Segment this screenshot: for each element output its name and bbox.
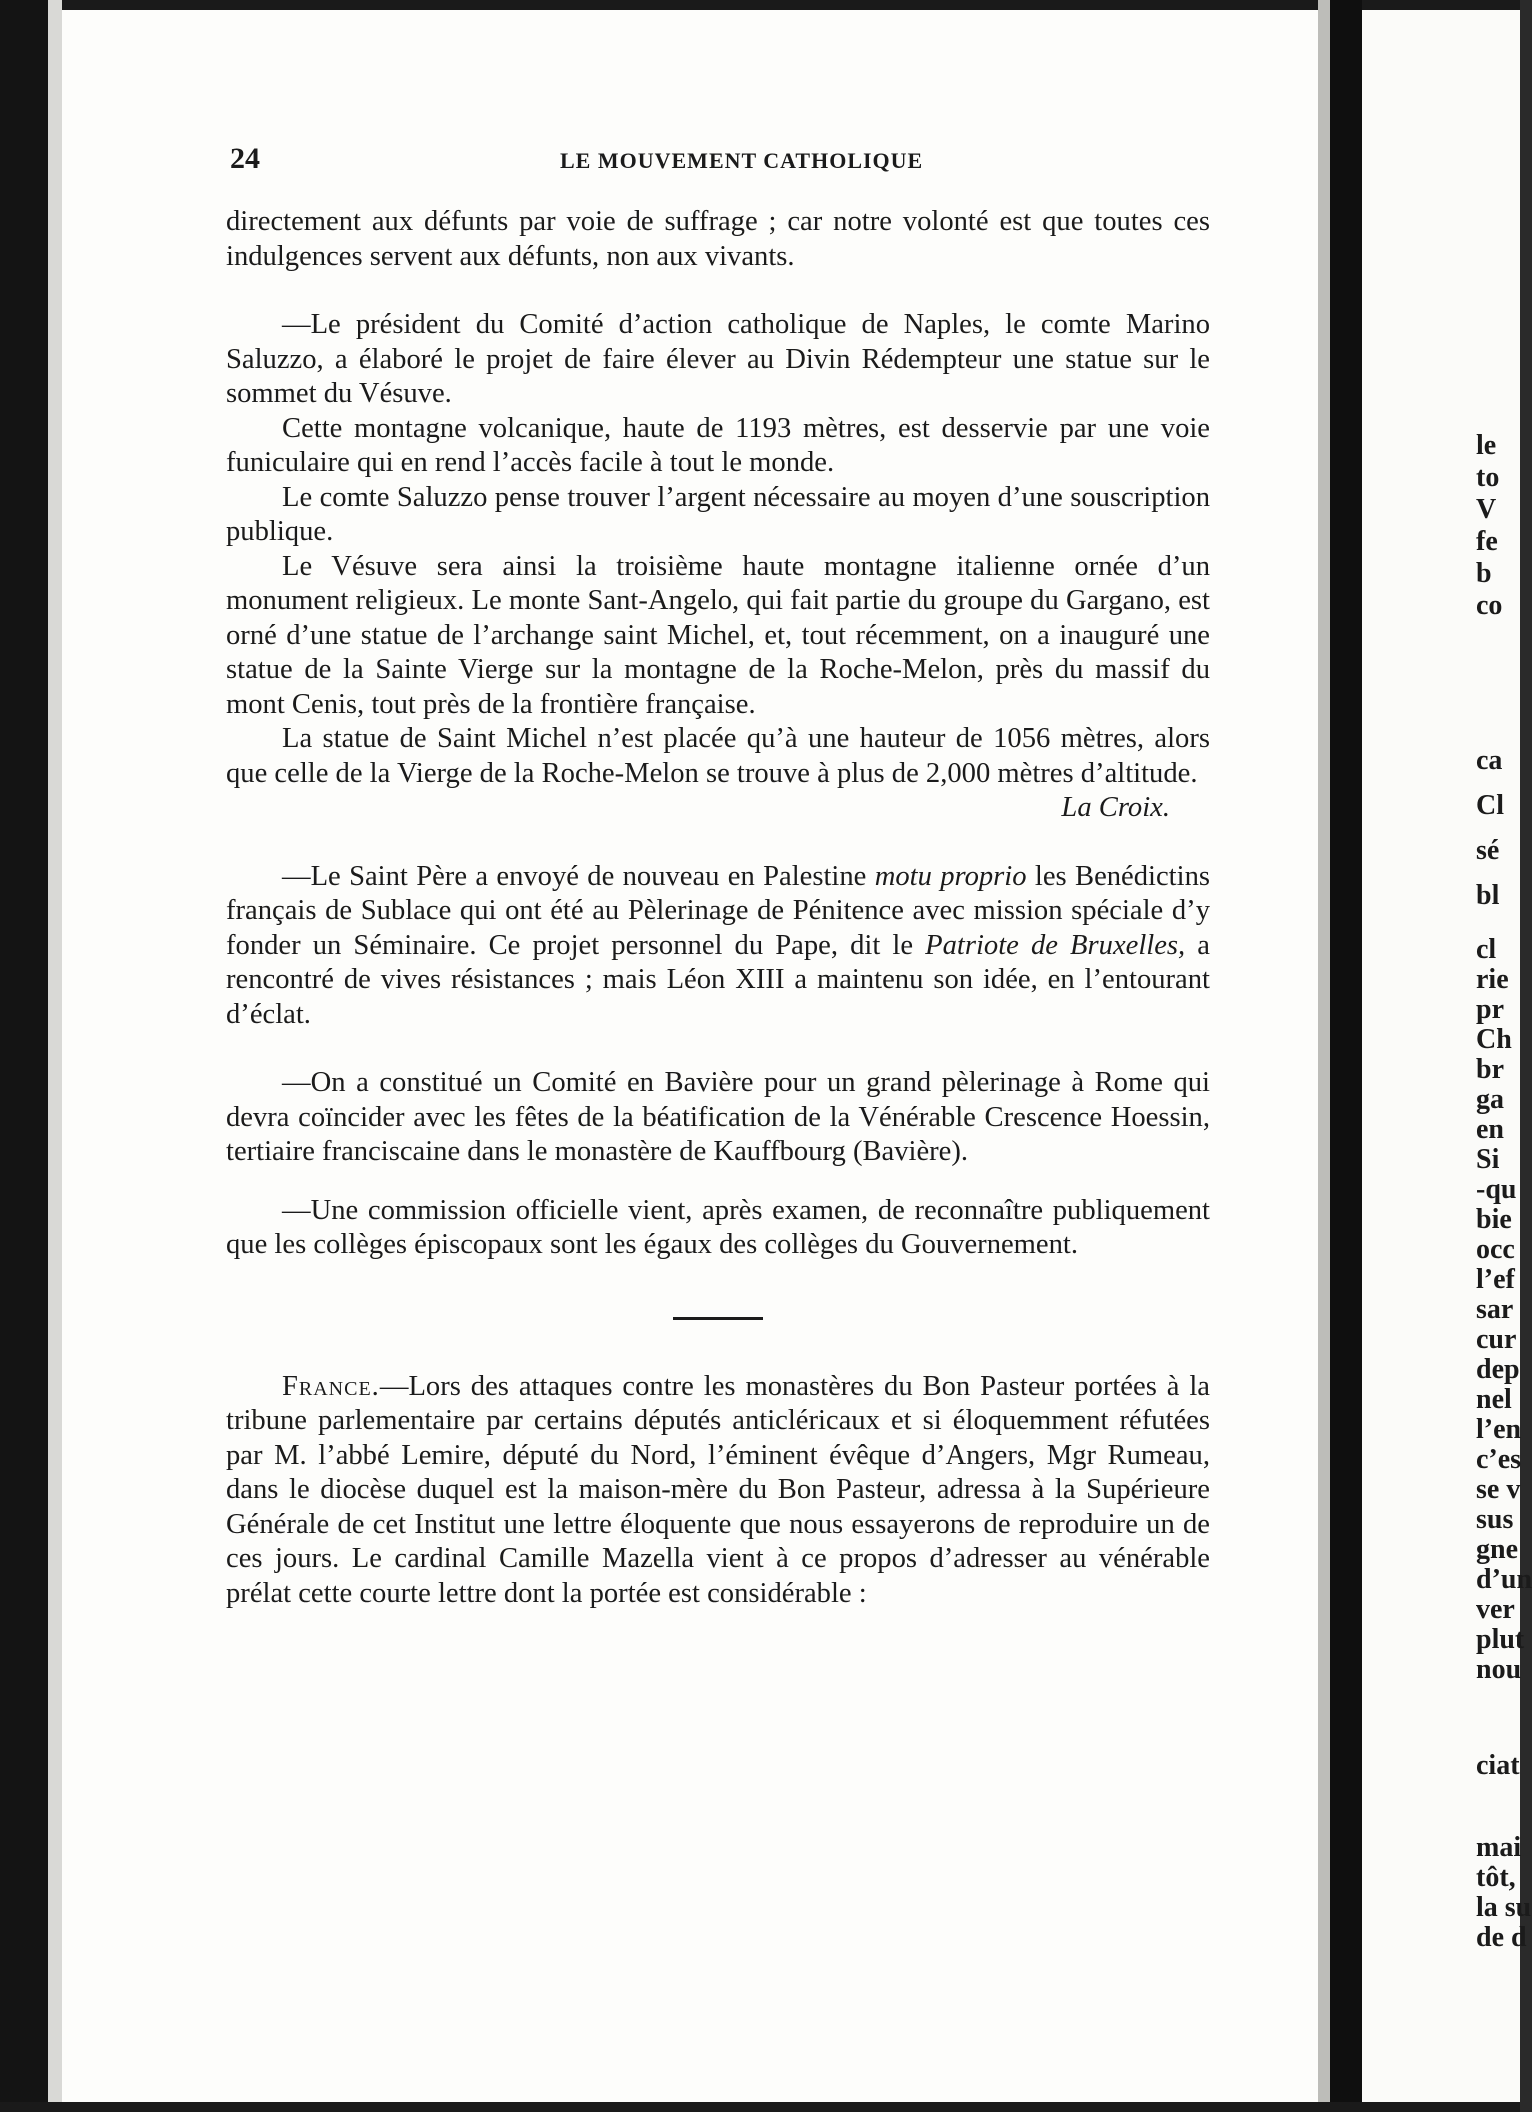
facing-page-fragment: fe (1476, 526, 1498, 557)
book-gutter (1330, 0, 1362, 2112)
facing-page-fragment: la su (1476, 1892, 1532, 1923)
page-header (230, 142, 1210, 182)
paragraph-palestine-seminary (226, 860, 1210, 1033)
facing-page-fragment: se v (1476, 1474, 1521, 1505)
facing-page-fragment: Ch (1476, 1024, 1512, 1055)
text-run: les Benédictins français de Sublace qui ont été au Pèlerinage de Pénitence avec mission spéciale d’y fonder un Séminaire. Ce projet personnel du Pape, dit le (226, 860, 1210, 961)
italic-motu-proprio: motu proprio (874, 860, 1027, 892)
running-head: LE MOUVEMENT CATHOLIQUE (560, 148, 924, 173)
facing-page-fragment: cl (1476, 934, 1497, 965)
facing-page-fragment: tôt, (1476, 1862, 1516, 1893)
facing-page-fragment: cur (1476, 1324, 1517, 1355)
facing-page-fragment: plut (1476, 1624, 1525, 1655)
scan-border-bottom (0, 2102, 1520, 2112)
section-divider (673, 1317, 763, 1320)
facing-page-fragment: br (1476, 1054, 1504, 1085)
facing-page-fragment: bie (1476, 1204, 1512, 1235)
facing-page-fragment: mai (1476, 1832, 1522, 1863)
scan-border-left (0, 0, 48, 2112)
facing-page-fragment: bl (1476, 880, 1500, 911)
facing-page-fragment: d’un (1476, 1564, 1532, 1595)
page-edge-left (48, 0, 62, 2112)
facing-page-fragment: -qu (1476, 1174, 1517, 1205)
facing-page-fragment: ver (1476, 1594, 1515, 1625)
paragraph-subscription: Le comte Saluzzo pense trouver l’argent nécessaire au moyen d’une souscription publique. (226, 481, 1210, 547)
source-la-croix: La Croix. (1061, 792, 1170, 823)
text-run: a rencontré de vives résistances ; mais Léon XIII a maintenu son idée, en l’entourant d’éclat. (226, 929, 1210, 1030)
paragraph-indulgences: directement aux défunts par voie de suffrage ; car notre volonté est que toutes ces indulgences servent aux défunts, non aux vivants. (226, 206, 1210, 272)
facing-page-fragment: V (1476, 494, 1497, 525)
paragraph-france-bon-pasteur (226, 1370, 1210, 1612)
facing-page-fragment: pr (1476, 994, 1504, 1025)
facing-page-fragment: sus (1476, 1504, 1514, 1535)
facing-page-fragment: b (1476, 558, 1492, 589)
facing-page-fragment: ciat (1476, 1750, 1520, 1781)
facing-page-fragment: to (1476, 462, 1500, 493)
paragraph-third-mountain: Le Vésuve sera ainsi la troisième haute montagne italienne ornée d’un monument religieux. Le monte Sant-Angelo, qui fait partie du groupe du Gargano, est orné d’une statue de l’archange saint Michel, et, tout récemment, on a inauguré une statue de la Sainte Vierge sur la montagne de la Roche-Melon, près du massif du mont Cenis, tout près de la frontière française. (226, 550, 1210, 720)
facing-page-fragment: Si (1476, 1144, 1500, 1175)
facing-page-fragment: sé (1476, 835, 1500, 866)
facing-page-fragment: Cl (1476, 790, 1504, 821)
facing-page-fragment: co (1476, 590, 1503, 621)
facing-page-fragment: de d (1476, 1922, 1527, 1953)
facing-page-fragment: gne (1476, 1534, 1518, 1565)
facing-page-fragment: nel (1476, 1384, 1512, 1415)
gutter-shadow (1318, 0, 1330, 2112)
facing-page-fragment: le (1476, 430, 1497, 461)
article-body (226, 205, 1210, 1611)
facing-page-fragment: dep (1476, 1354, 1520, 1385)
text-run: —Le Saint Père a envoyé de nouveau en Palestine (282, 860, 875, 892)
text-run: —Lors des attaques contre les monastères du Bon Pasteur portées à la tribune parlementaire par certains députés anticléricaux et si éloquemment réfutées par M. l’abbé Lemire, député du Nord, l’éminent évêque d’Angers, Mgr Rumeau, dans le diocèse duquel est la maison-mère du Bon Pasteur, adressa à la Supérieure Générale de cet Institut une lettre éloquente que nous essayerons de reproduire un de ces jours. Le cardinal Camille Mazella vient à ce propos d’adresser au vénérable prélat cette courte lettre dont la portée est considérable : (226, 1370, 1210, 1609)
facing-page-fragment: sar (1476, 1294, 1514, 1325)
facing-page-fragment: l’en (1476, 1414, 1522, 1445)
facing-page-fragment: nou (1476, 1654, 1522, 1685)
facing-page-fragment: l’ef (1476, 1264, 1515, 1295)
paragraph-bavaria-pilgrimage: —On a constitué un Comité en Bavière pour un grand pèlerinage à Rome qui devra coïncider avec les fêtes de la béatification de la Vénérable Crescence Hoessin, tertiaire franciscaine dans le monastère de Kauffbourg (Bavière). (226, 1067, 1210, 1167)
paragraph-episcopal-colleges: —Une commission officielle vient, après examen, de reconnaître publiquement que les collèges épiscopaux sont les égaux des collèges du Gouvernement. (226, 1194, 1210, 1260)
section-lead-france: France. (282, 1370, 380, 1402)
page-number: 24 (230, 142, 260, 175)
facing-page-fragment: c’es (1476, 1444, 1522, 1475)
paragraph-naples-committee: —Le président du Comité d’action catholique de Naples, le comte Marino Saluzzo, a élaboré le projet de faire élever au Divin Rédempteur une statue sur le sommet du Vésuve. (226, 309, 1210, 409)
facing-page-fragment: rie (1476, 964, 1509, 995)
facing-page-fragment: occ (1476, 1234, 1515, 1265)
facing-page-fragment: ca (1476, 745, 1503, 776)
paragraph-saint-michel-statue: La statue de Saint Michel n’est placée qu’à une hauteur de 1056 mètres, alors que celle de la Vierge de la Roche-Melon se trouve à plus de 2,000 mètres d’altitude. (226, 723, 1210, 789)
facing-page-fragment: ga (1476, 1084, 1504, 1115)
paragraph-vesuvius-height: Cette montagne volcanique, haute de 1193 mètres, est desservie par une voie funiculaire qui en rend l’accès facile à tout le monde. (226, 412, 1210, 478)
italic-patriote-de-bruxelles: Patriote de Bruxelles, (925, 929, 1186, 961)
facing-page-fragment: en (1476, 1114, 1504, 1145)
scan-border-top (0, 0, 1520, 10)
